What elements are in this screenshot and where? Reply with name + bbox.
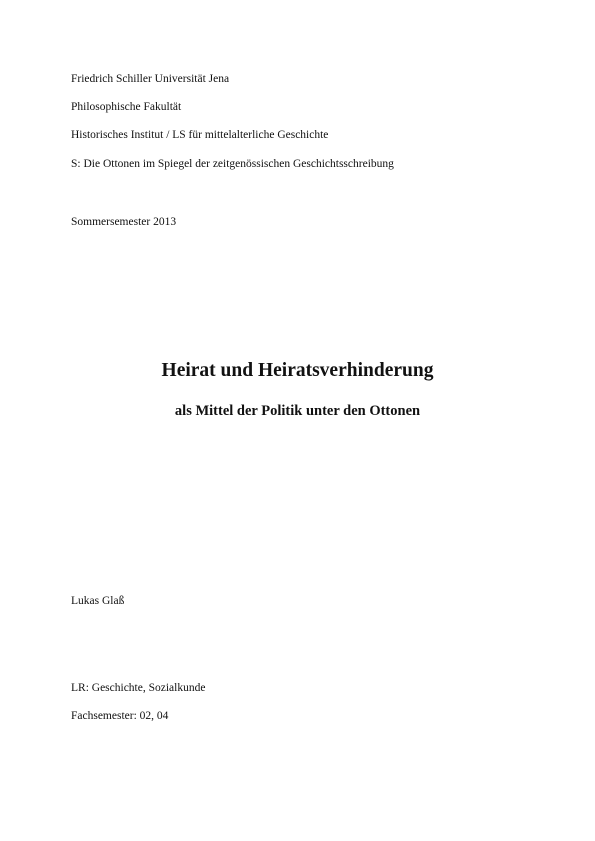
subject-semesters: Fachsemester: 02, 04 — [71, 710, 169, 722]
seminar-name: S: Die Ottonen im Spiegel der zeitgenössischen Geschichtsschreibung — [71, 158, 394, 170]
semester: Sommersemester 2013 — [71, 216, 177, 228]
author-name: Lukas Glaß — [71, 595, 125, 607]
faculty-name: Philosophische Fakultät — [71, 101, 182, 113]
study-program: LR: Geschichte, Sozialkunde — [71, 682, 206, 694]
document-subtitle: als Mittel der Politik unter den Ottonen — [174, 403, 421, 419]
institute-name: Historisches Institut / LS für mittelalterliche Geschichte — [71, 129, 329, 141]
document-title: Heirat und Heiratsverhinderung — [161, 360, 434, 381]
university-name: Friedrich Schiller Universität Jena — [71, 73, 230, 85]
